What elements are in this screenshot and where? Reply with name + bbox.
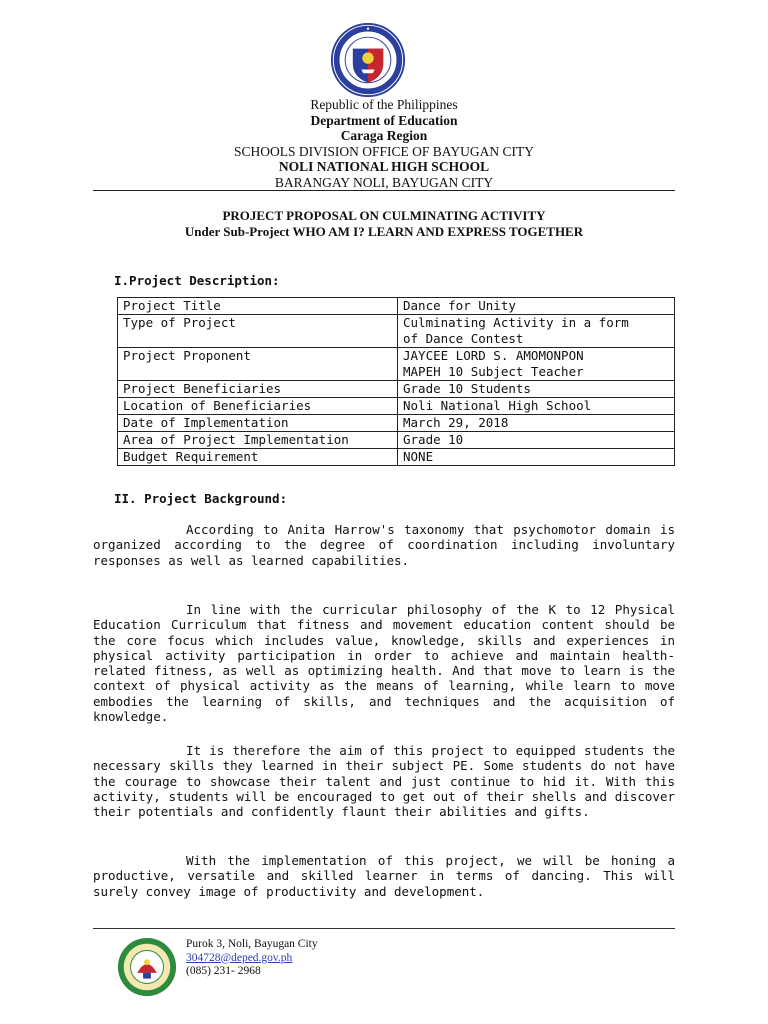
- background-paragraph: According to Anita Harrow's taxonomy that psychomotor domain is organized according to the degree of coordination including involuntary responses as well as learned capabilities.: [93, 522, 675, 568]
- header-region: Caraga Region: [340, 128, 428, 143]
- footer-address: Purok 3, Noli, Bayugan City: [186, 938, 318, 950]
- project-description-table: [117, 297, 675, 466]
- row-label: Date of Implementation: [118, 415, 398, 432]
- row-value: Culminating Activity in a form of Dance Contest: [398, 315, 675, 348]
- row-value: NONE: [398, 449, 675, 466]
- table-row: [118, 315, 675, 348]
- proponent-position: MAPEH 10 Subject Teacher: [403, 364, 584, 379]
- header-school: NOLI NATIONAL HIGH SCHOOL: [278, 159, 490, 174]
- header-division: SCHOOLS DIVISION OFFICE OF BAYUGAN CITY: [234, 143, 534, 159]
- section-heading-background: II. Project Background:: [114, 491, 288, 506]
- table-row: [118, 398, 675, 415]
- header-divider: [93, 190, 675, 191]
- row-label: Type of Project: [118, 315, 398, 348]
- table-row: [118, 432, 675, 449]
- row-label: Location of Beneficiaries: [118, 398, 398, 415]
- proponent-name: JAYCEE LORD S. AMOMONPON: [403, 348, 584, 363]
- table-row: [118, 415, 675, 432]
- background-paragraph: In line with the curricular philosophy of the K to 12 Physical Education Curriculum that fitness and movement education content should be the core focus which includes value, knowledge, skills and experiences in physical activity participation in order to achieve and maintain health-related fitness, as well as optimizing health. And that move to learn is the context of physical activity as the means of learning, while learn to move embodies the learning of skills, and techniques and the acquisition of knowledge.: [93, 602, 675, 725]
- footer-phone: (085) 231- 2968: [186, 965, 261, 977]
- title-line1: PROJECT PROPOSAL ON CULMINATING ACTIVITY: [222, 208, 546, 223]
- table-row: [118, 381, 675, 398]
- section-heading-description: I.Project Description:: [114, 273, 280, 288]
- footer-email-link[interactable]: 304728@deped.gov.ph: [186, 951, 293, 964]
- footer-divider: [93, 928, 675, 929]
- header-republic: Republic of the Philippines: [310, 97, 458, 112]
- row-label: Project Proponent: [118, 348, 398, 381]
- row-value: Grade 10 Students: [398, 381, 675, 398]
- background-paragraph: It is therefore the aim of this project to equipped students the necessary skills they learned in their subject PE. Some students do not have the courage to showcase their talent and just continue to hid it. With this activity, students will be encouraged to get out of their shells and discover their potentials and confidently flaunt their abilities and gifts.: [93, 743, 675, 820]
- row-label: Budget Requirement: [118, 449, 398, 466]
- school-logo: [116, 936, 178, 998]
- footer-contact: [186, 938, 318, 979]
- letterhead: [0, 97, 768, 190]
- deped-seal-logo: [330, 22, 406, 98]
- row-value: Grade 10: [398, 432, 675, 449]
- row-value: Dance for Unity: [398, 298, 675, 315]
- row-value: Noli National High School: [398, 398, 675, 415]
- table-row: [118, 348, 675, 381]
- header-department: Department of Education: [310, 112, 458, 128]
- title-line2: Under Sub-Project WHO AM I? LEARN AND EXPRESS TOGETHER: [184, 224, 584, 239]
- row-label: Project Title: [118, 298, 398, 315]
- row-value: March 29, 2018: [398, 415, 675, 432]
- row-label: Project Beneficiaries: [118, 381, 398, 398]
- table-row: [118, 449, 675, 466]
- header-barangay: BARANGAY NOLI, BAYUGAN CITY: [274, 174, 494, 190]
- background-paragraph: With the implementation of this project, we will be honing a productive, versatile and skilled learner in terms of dancing. This will surely convey image of productivity and development.: [93, 853, 675, 899]
- row-label: Area of Project Implementation: [118, 432, 398, 449]
- table-row: [118, 298, 675, 315]
- document-title: [0, 208, 768, 240]
- row-value: [398, 348, 675, 381]
